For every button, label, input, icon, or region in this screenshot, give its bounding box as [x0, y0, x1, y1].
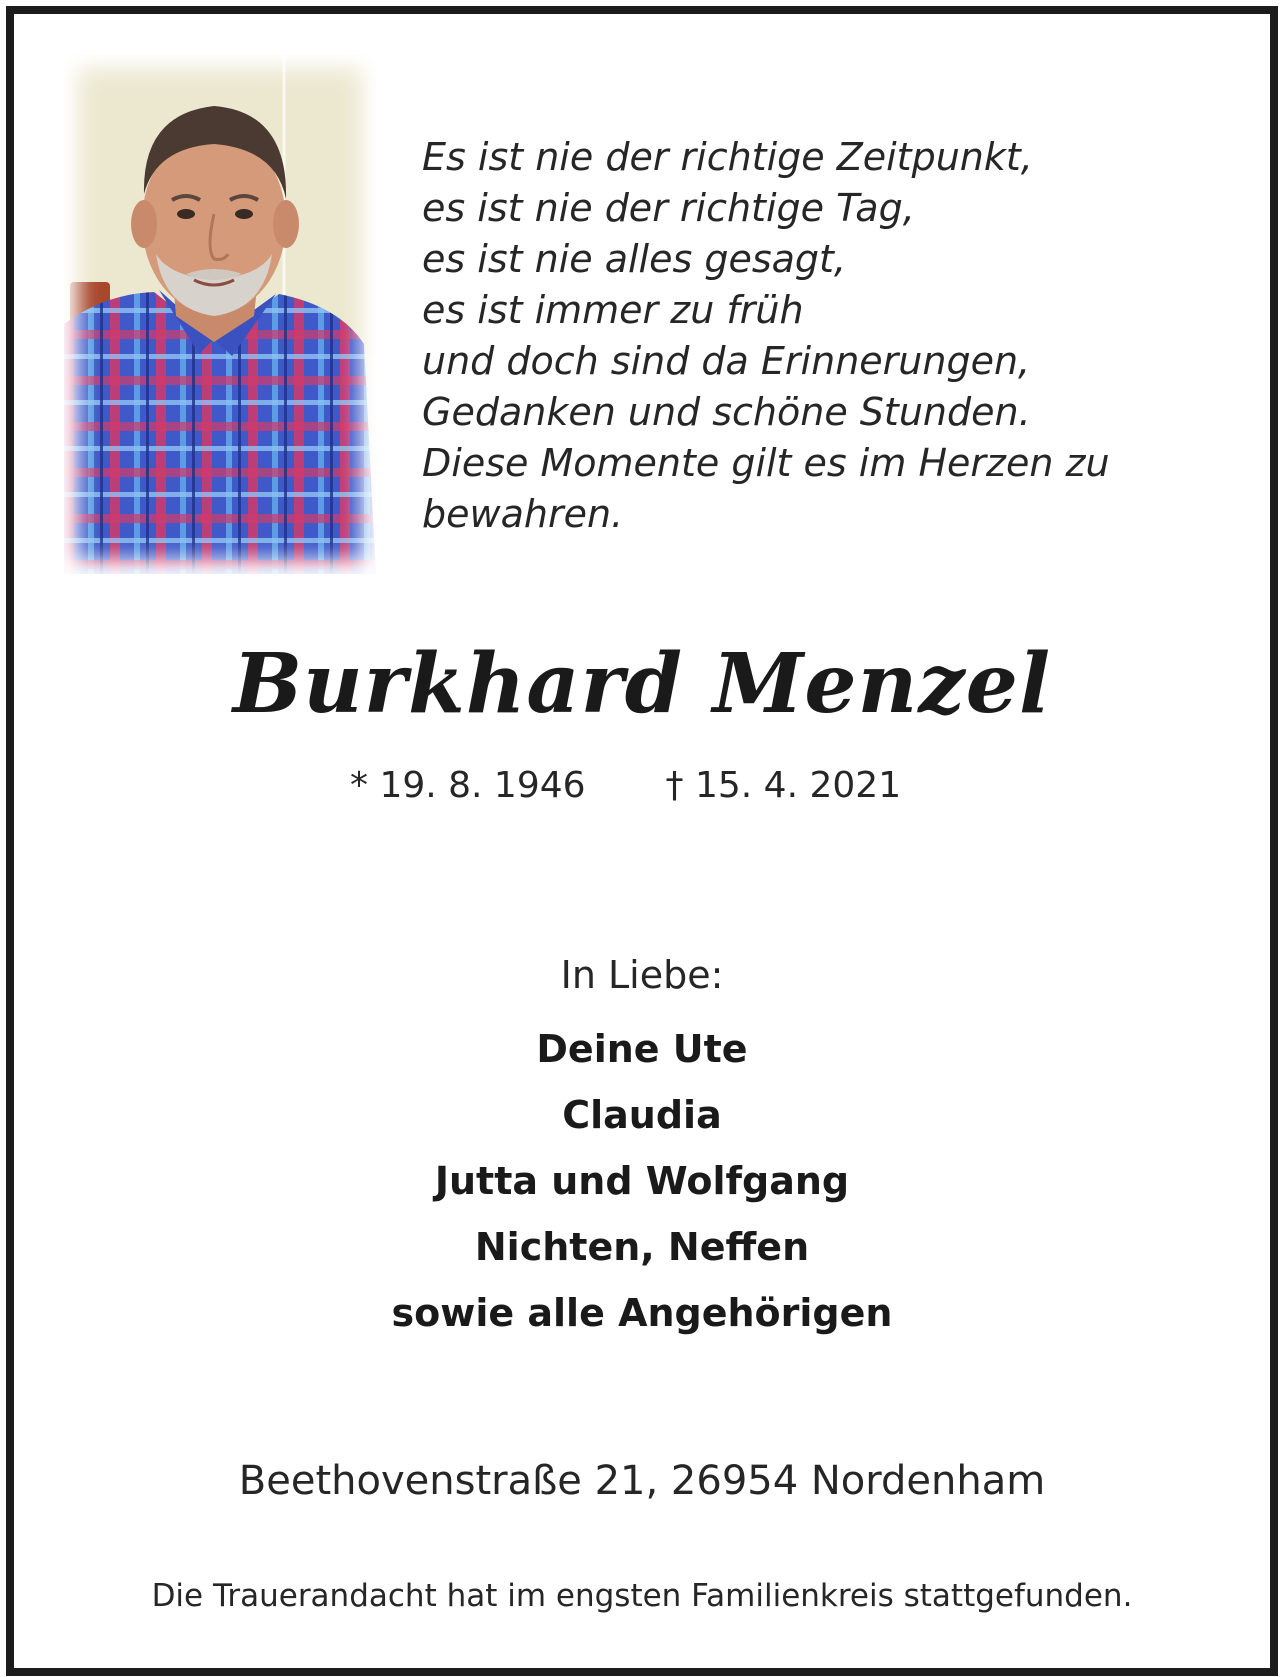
poem-line: Es ist nie der richtige Zeitpunkt,	[422, 135, 1033, 179]
portrait-photo	[64, 54, 376, 574]
birth-date: * 19. 8. 1946	[350, 765, 586, 806]
family-member: sowie alle Angehörigen	[391, 1291, 893, 1335]
poem-line: und doch sind da Erinnerungen,	[422, 339, 1031, 383]
family-section	[14, 950, 1270, 1346]
poem-line: es ist nie der richtige Tag,	[422, 186, 915, 230]
obituary-frame	[6, 6, 1278, 1676]
family-member: Jutta und Wolfgang	[434, 1159, 850, 1203]
poem-line: bewahren.	[422, 492, 624, 536]
poem-line: Gedanken und schöne Stunden.	[422, 390, 1031, 434]
family-intro: In Liebe:	[560, 953, 724, 997]
family-member: Deine Ute	[536, 1027, 748, 1071]
deceased-name: Burkhard Menzel	[232, 636, 1052, 732]
family-member: Claudia	[562, 1093, 722, 1137]
portrait-illustration	[64, 54, 376, 574]
poem	[422, 132, 1222, 540]
life-dates	[350, 762, 901, 810]
address: Beethovenstraße 21, 26954 Nordenham	[238, 1458, 1046, 1504]
family-member: Nichten, Neffen	[474, 1225, 810, 1269]
memorial-note: Die Trauerandacht hat im engsten Familienkreis stattgefunden.	[151, 1578, 1133, 1614]
poem-line: es ist nie alles gesagt,	[422, 237, 847, 281]
poem-line: Diese Momente gilt es im Herzen zu	[422, 441, 1110, 485]
poem-line: es ist immer zu früh	[422, 288, 804, 332]
death-date: † 15. 4. 2021	[665, 765, 902, 806]
